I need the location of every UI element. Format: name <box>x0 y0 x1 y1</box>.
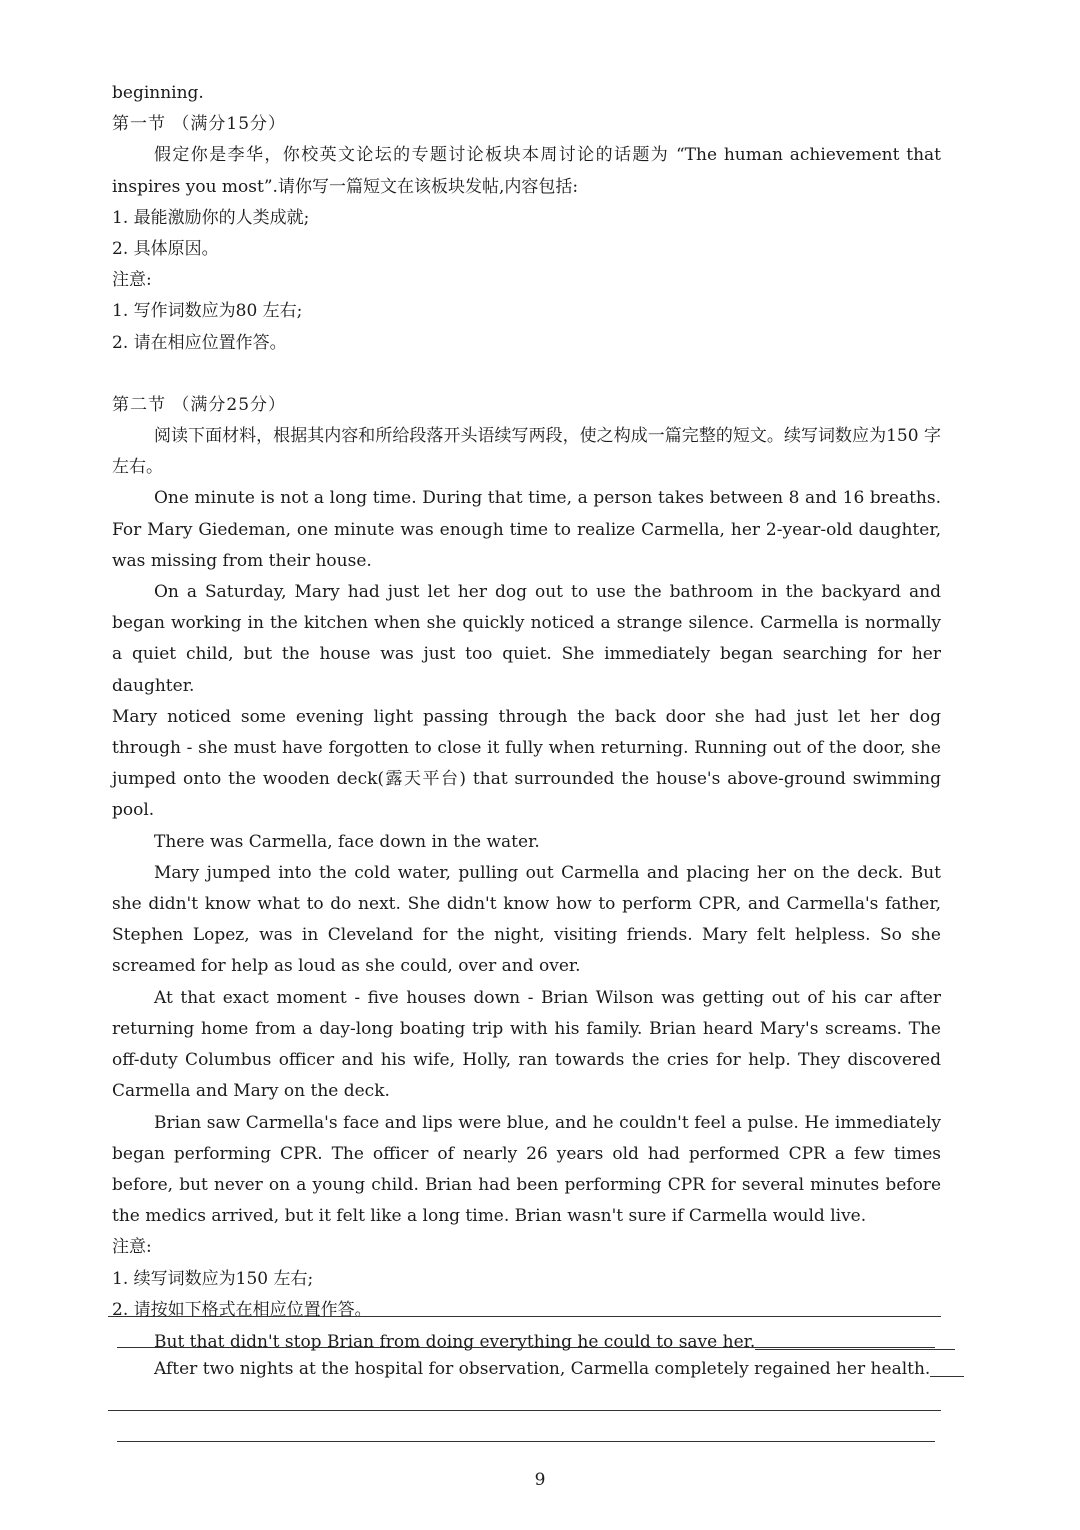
exam-page <box>112 78 941 1358</box>
answer-line[interactable] <box>117 1347 935 1348</box>
story-paragraph: On a Saturday, Mary had just let her dog out to use the bathroom in the backyard and began working in the kitchen when she quickly noticed a strange silence. Carmella is normally a quiet child, but the house was just too quiet. She immediately began searching for her daughter. <box>112 582 941 696</box>
answer-line[interactable] <box>108 1410 941 1411</box>
answer-line[interactable] <box>108 1316 941 1317</box>
continuation-block-2 <box>112 1353 941 1385</box>
carryover-text: beginning. <box>112 83 204 103</box>
section-2-instruction: 阅读下面材料，根据其内容和所给段落开头语续写两段，使之构成一篇完整的短文。续写词数应为150 字左右。 <box>112 426 941 478</box>
page-number: 9 <box>534 1470 546 1490</box>
story-paragraph: Brian saw Carmella's face and lips were blue, and he couldn't feel a pulse. He immediately began performing CPR. The officer of nearly 26 years old had performed CPR a few times before, but never on a young child. Brian had been performing CPR for several minutes before the medics arrived, but it felt like a long time. Brian wasn't sure if Carmella would live. <box>112 1112 941 1227</box>
requirement-item: 1. 最能激励你的人类成就; <box>112 207 310 228</box>
note-item: 2. 请按如下格式在相应位置作答。 <box>112 1299 372 1320</box>
story-paragraph: One minute is not a long time. During that time, a person takes between 8 and 16 breaths. For Mary Giedeman, one minute was enough time to realize Carmella, her 2-year-old daughter, was missing from their house. <box>112 488 941 571</box>
section-1-prompt: 假定你是李华，你校英文论坛的专题讨论板块本周讨论的话题为 “The human achievement that inspires you most”.请你写一篇短文在该板块发帖,内容包括: <box>112 145 941 197</box>
note-item: 2. 请在相应位置作答。 <box>112 332 287 353</box>
continuation-opener-2 <box>112 1353 941 1385</box>
story-paragraph: At that exact moment - five houses down - Brian Wilson was getting out of his car after returning home from a day-long boating trip with his family. Brian heard Mary's screams. The off-duty Columbus officer and his wife, Holly, ran towards the cries for help. They discovered Carmella and Mary on the deck. <box>112 987 941 1102</box>
story-paragraph: There was Carmella, face down in the water. <box>154 831 540 852</box>
answer-blank-inline[interactable] <box>930 1356 964 1377</box>
section-1-heading: 第一节 （满分15分） <box>112 114 287 135</box>
opener-2-text: After two nights at the hospital for observation, Carmella completely regained her health. <box>154 1359 931 1379</box>
story-paragraph: Mary jumped into the cold water, pulling out Carmella and placing her on the deck. But she didn't know what to do next. She didn't know how to perform CPR, and Carmella's father, Stephen Lopez, was in Cleveland for the night, visiting friends. Mary felt helpless. So she screamed for help as loud as she could, over and over. <box>112 862 941 977</box>
note-item: 1. 写作词数应为80 左右; <box>112 301 303 322</box>
story-paragraph: Mary noticed some evening light passing through the back door she had just let her dog through - she must have forgotten to close it fully when returning. Running out of the door, she jumped onto the wooden deck(露天平台) that surrounded the house's above-ground swimming pool. <box>112 706 941 821</box>
answer-line[interactable] <box>117 1441 935 1442</box>
opener-1-text: But that didn't stop Brian from doing everything he could to save her. <box>154 1331 756 1352</box>
requirement-item: 2. 具体原因。 <box>112 239 219 260</box>
note-label: 注意: <box>112 1237 152 1258</box>
section-2-heading: 第二节 （满分25分） <box>112 394 287 415</box>
note-label: 注意: <box>112 270 152 291</box>
note-item: 1. 续写词数应为150 左右; <box>112 1268 314 1289</box>
